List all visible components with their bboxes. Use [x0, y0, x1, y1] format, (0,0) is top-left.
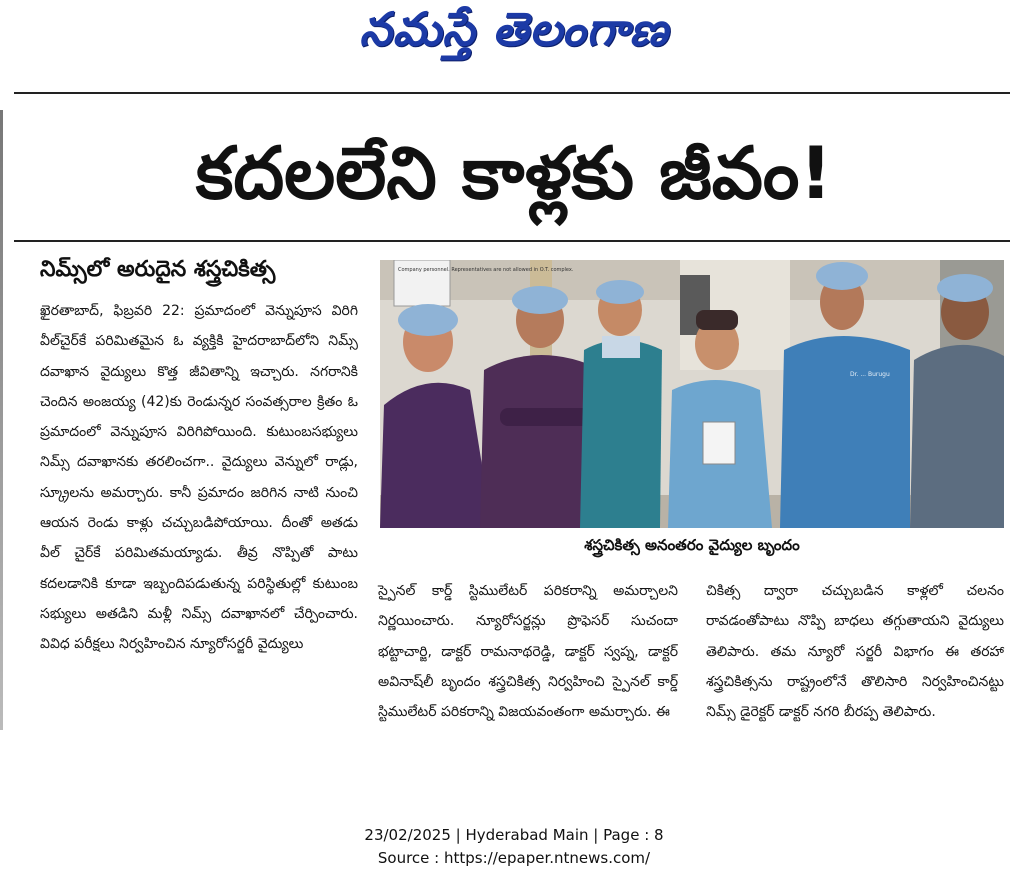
article-column-3 — [706, 576, 1004, 727]
article-photo — [380, 260, 1004, 528]
masthead — [0, 2, 1028, 72]
headline: కదలలేని కాళ్లకు జీవం! — [195, 131, 833, 215]
column-2-text: స్పైనల్ కార్డ్ స్టిములేటర్ పరికరాన్ని అమర్చాలని నిర్ణయించారు. న్యూరోసర్జన్లు ప్రొఫెసర్ సుచందా భట్టాచార్జి, డాక్టర్ రామనాథరెడ్డి, డాక్టర్ స్వప్న, డాక్టర్ అవినాష్‌లీ బృందం శస్త్రచికిత్స నిర్వహించి స్పైనల్ కార్డ్ స్టిములేటర్ పరికరాన్ని విజయవంతంగా అమర్చారు. ఈ — [378, 583, 678, 721]
column-1-text: ఖైరతాబాద్, ఫిబ్రవరి 22: ప్రమాదంలో వెన్నుపూస విరిగి వీల్‌చైర్‌కే పరిమితమైన ఓ వ్యక్తికి హైదరాబాద్‌లోని నిమ్స్ దవాఖాన వైద్యులు కొత్త జీవితాన్ని ఇచ్చారు. నగరానికి చెందిన అంజయ్య (42)కు రెండున్నర సంవత్సరాల క్రితం ఓ ప్రమాదంలో వెన్నుపూస విరిగిపోయింది. కుటుంబసభ్యులు నిమ్స్ దవాఖానకు తరలించగా.. వైద్యులు వెన్నులో రాడ్లు, స్క్రూలను అమర్చారు. కానీ ప్రమాదం జరిగిన నాటి నుంచి ఆయన రెండు కాళ్లు చచ్చుబడిపోయాయి. దీంతో అతడు వీల్ చైర్‌కే పరిమితమయ్యాడు. తీవ్ర నొప్పితో పాటు కదలడానికి కూడా ఇబ్బందిపడుతున్న పరిస్థితుల్లో కుటుంబ సభ్యులు అతడిని మళ్లీ నిమ్స్ దవాఖానలో చేర్పించారు. వివిధ పరీక్షలు నిర్వహించిన న్యూరోసర్జరీ వైద్యులు — [40, 303, 358, 653]
subheadline: నిమ్స్‌లో అరుదైన శస్త్రచికిత్స — [40, 257, 276, 282]
headline-rule — [14, 240, 1010, 242]
footer-dateline: 23/02/2025 | Hyderabad Main | Page : 8 — [364, 826, 664, 844]
sign-text: Company personnel. Representatives are not allowed in O.T. complex. — [398, 267, 574, 273]
article-column-1 — [40, 296, 358, 660]
masthead-title: నమస్తే తెలంగాణ — [359, 2, 669, 56]
photo-caption: శస్త్రచికిత్స అనంతరం వైద్యుల బృందం — [584, 536, 800, 554]
masthead-rule — [14, 92, 1010, 94]
column-3-text: చికిత్స ద్వారా చచ్చుబడిన కాళ్లలో చలనం రావడంతోపాటు నొప్పి బాధలు తగ్గుతాయని వైద్యులు తెలిపారు. తమ న్యూరో సర్జరీ విభాగం ఈ తరహా శస్త్రచికిత్సను రాష్ట్రంలోనే తొలిసారి నిర్వహించినట్టు నిమ్స్ డైరెక్టర్ డాక్టర్ నగరి బీరప్ప తెలిపారు. — [706, 583, 1004, 721]
doctors-team-photo — [380, 260, 1004, 528]
footer-source: Source : https://epaper.ntnews.com/ — [377, 849, 651, 867]
article-column-2 — [378, 576, 678, 727]
scrub-name-text: Dr. ... Burugu — [850, 371, 890, 378]
